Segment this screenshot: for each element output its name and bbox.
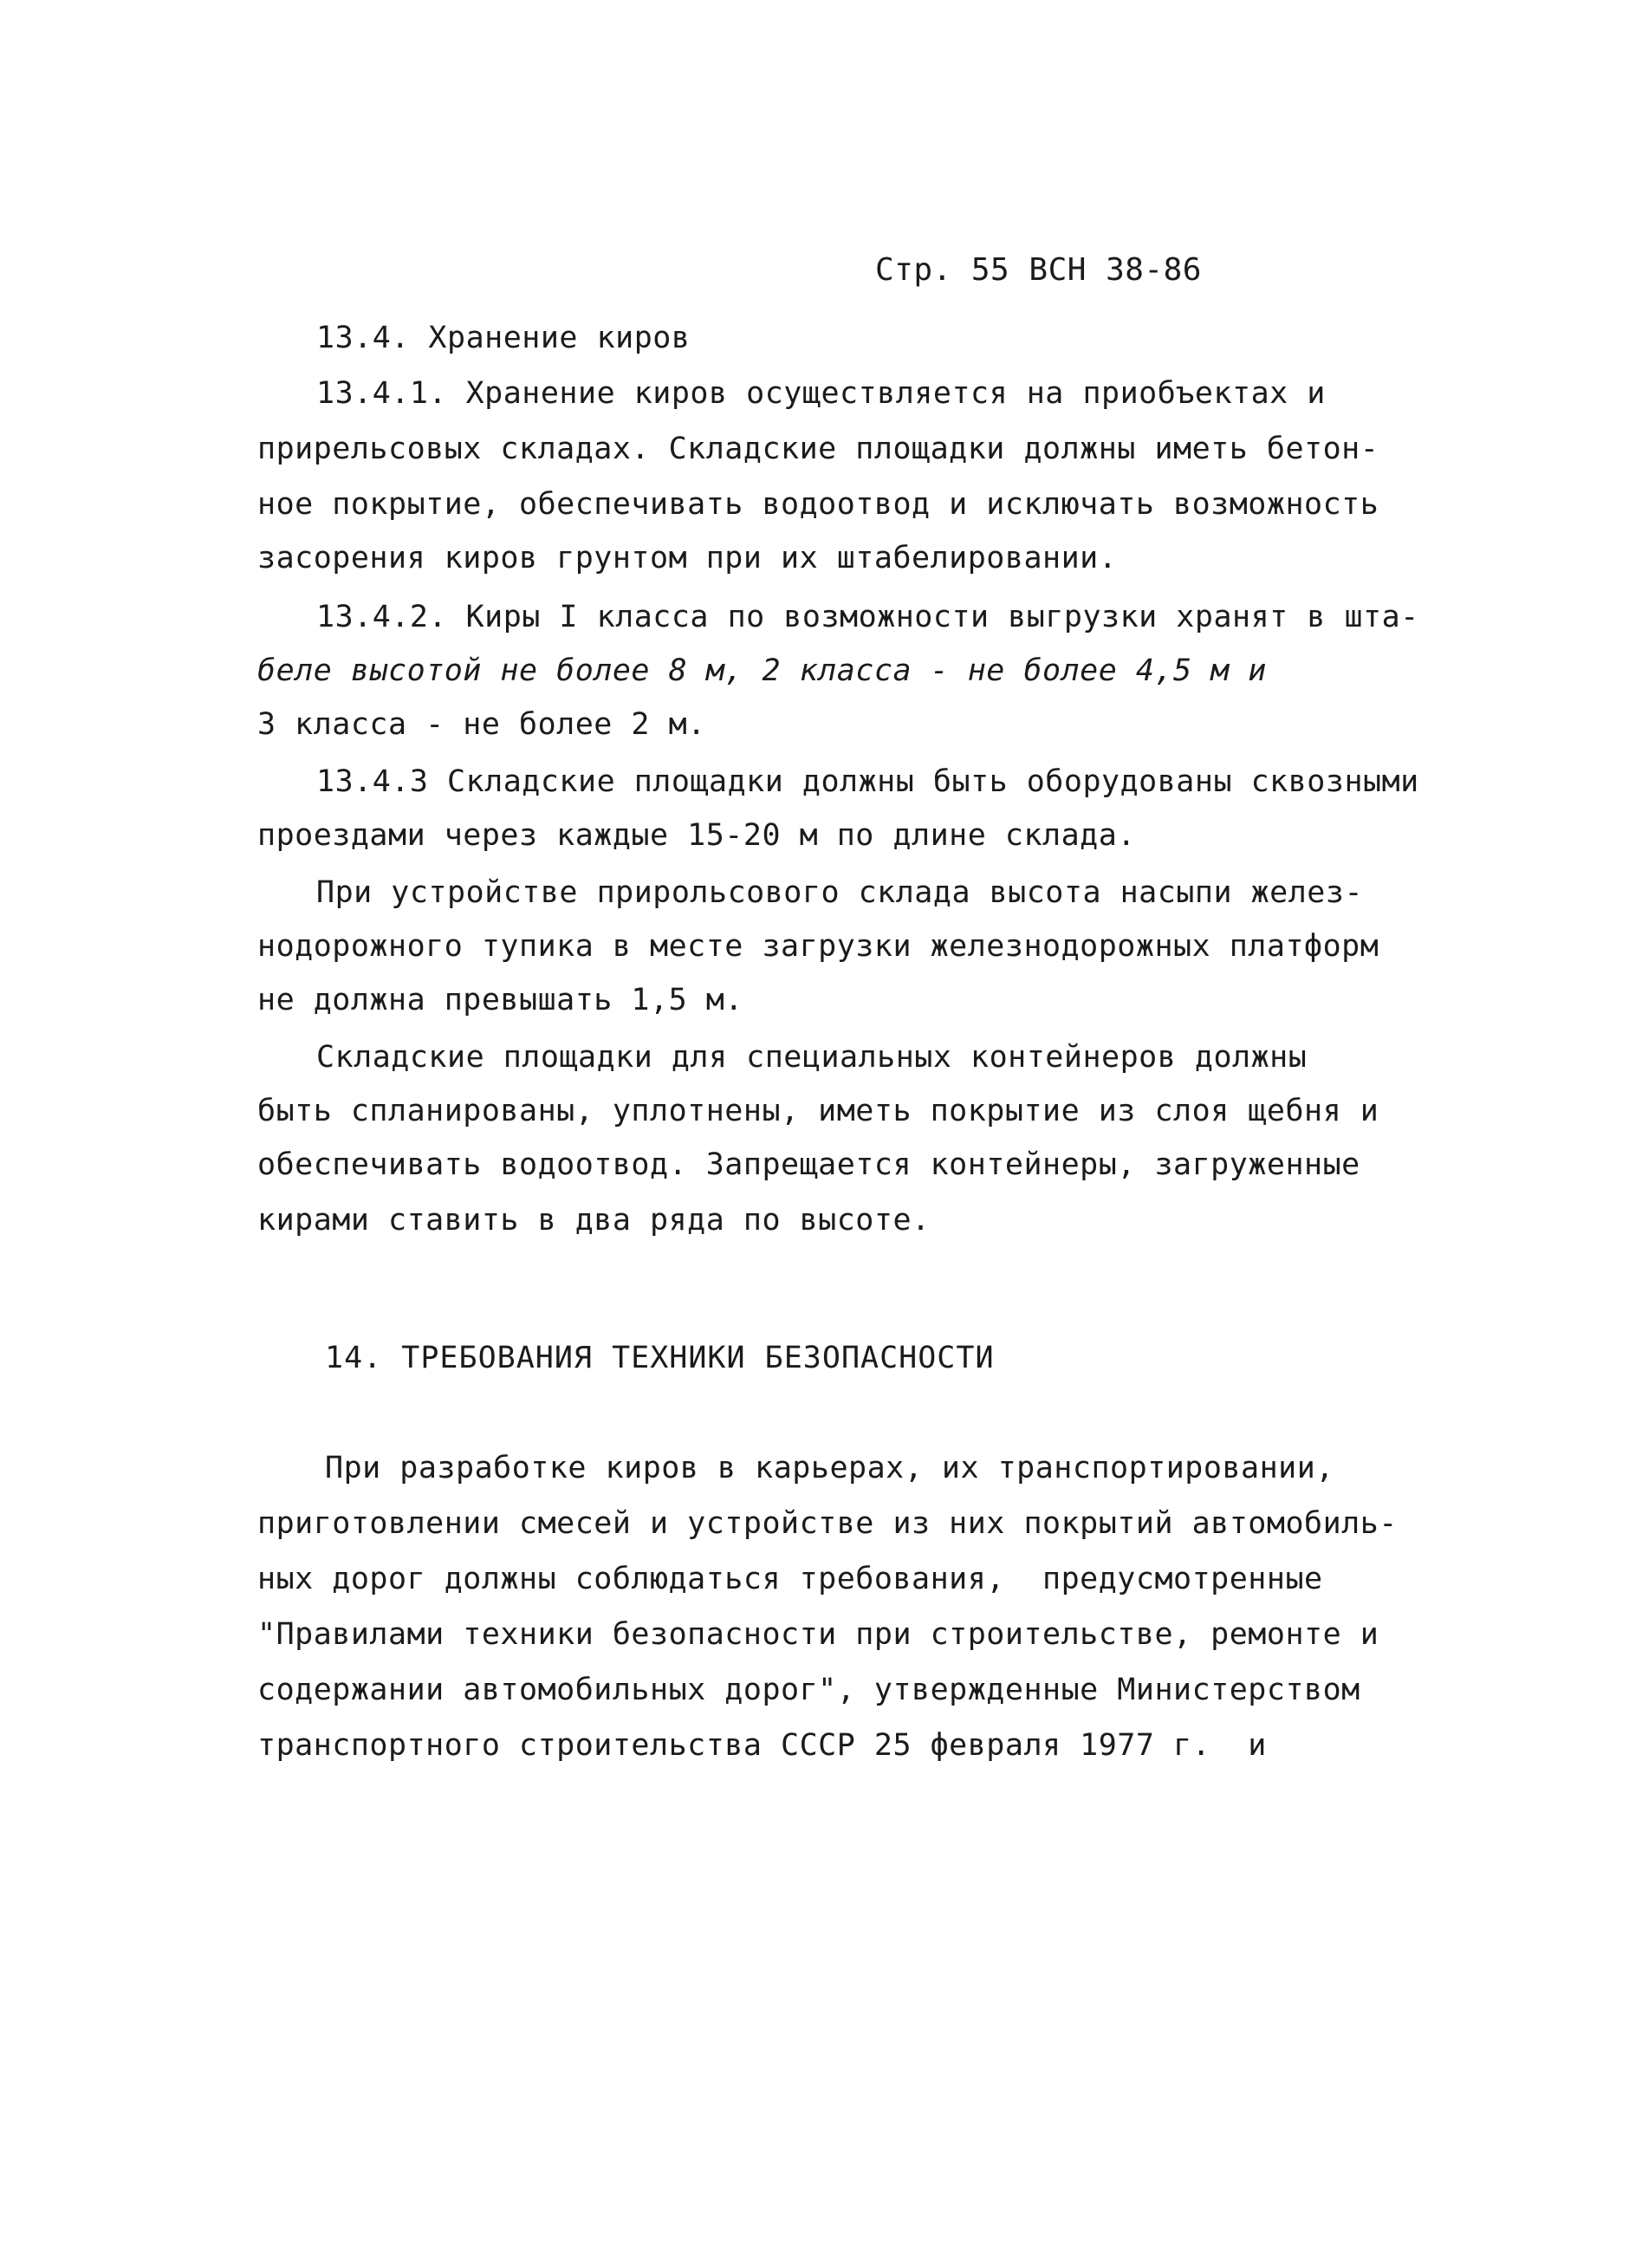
paragraph-13-4-2-line-1: 13.4.2. Киры I класса по возможности выгрузки хранят в шта- xyxy=(316,600,1419,634)
paragraph-13-4-3-line-1: 13.4.3 Складские площадки должны быть оборудованы сквозными xyxy=(316,764,1419,799)
paragraph-13-4-1-line-4: засорения киров грунтом при их штабелировании. xyxy=(257,541,1118,575)
section-14-line-3: ных дорог должны соблюдаться требования, предусмотренные xyxy=(257,1562,1323,1596)
paragraph-13-4-2-line-3: 3 класса - не более 2 м. xyxy=(257,707,706,742)
paragraph-13-4-1-line-3: ное покрытие, обеспечивать водоотвод и исключать возможность xyxy=(257,487,1379,522)
paragraph-13-4-1-line-2: прирельсовых складах. Складские площадки должны иметь бетон- xyxy=(257,432,1379,466)
section-14-line-6: транспортного строительства СССР 25 февраля 1977 г. и xyxy=(257,1728,1267,1763)
paragraph-containers-line-4: кирами ставить в два ряда по высоте. xyxy=(257,1203,931,1238)
section-14-line-4: "Правилами техники безопасности при строительстве, ремонте и xyxy=(257,1617,1379,1652)
paragraph-containers-line-1: Складские площадки для специальных контейнеров должны xyxy=(316,1040,1308,1075)
section-14-line-1: При разработке киров в карьерах, их транспортировании, xyxy=(325,1451,1334,1485)
section-14-title: 14. ТРЕБОВАНИЯ ТЕХНИКИ БЕЗОПАСНОСТИ xyxy=(325,1341,995,1375)
section-14-line-5: содержании автомобильных дорог", утвержденные Министерством xyxy=(257,1673,1360,1707)
paragraph-siding-line-2: нодорожного тупика в месте загрузки железнодорожных платформ xyxy=(257,929,1379,964)
section-13-4-title: 13.4. Хранение киров xyxy=(316,321,691,355)
paragraph-containers-line-3: обеспечивать водоотвод. Запрещается контейнеры, загруженные xyxy=(257,1147,1360,1182)
paragraph-containers-line-2: быть спланированы, уплотнены, иметь покрытие из слоя щебня и xyxy=(257,1094,1379,1128)
paragraph-siding-line-1: При устройстве прирольсового склада высота насыпи желез- xyxy=(316,875,1364,910)
paragraph-siding-line-3: не должна превышать 1,5 м. xyxy=(257,983,743,1017)
paragraph-13-4-2-line-2: беле высотой не более 8 м, 2 класса - не более 4,5 м и xyxy=(257,653,1267,688)
section-14-line-2: приготовлении смесей и устройстве из них покрытий автомобиль- xyxy=(257,1506,1398,1541)
paragraph-13-4-1-line-1: 13.4.1. Хранение киров осуществляется на приобъектах и xyxy=(316,376,1326,411)
paragraph-13-4-3-line-2: проездами через каждые 15-20 м по длине склада. xyxy=(257,818,1136,853)
page-reference: Стр. 55 ВСН 38-86 xyxy=(875,252,1202,288)
